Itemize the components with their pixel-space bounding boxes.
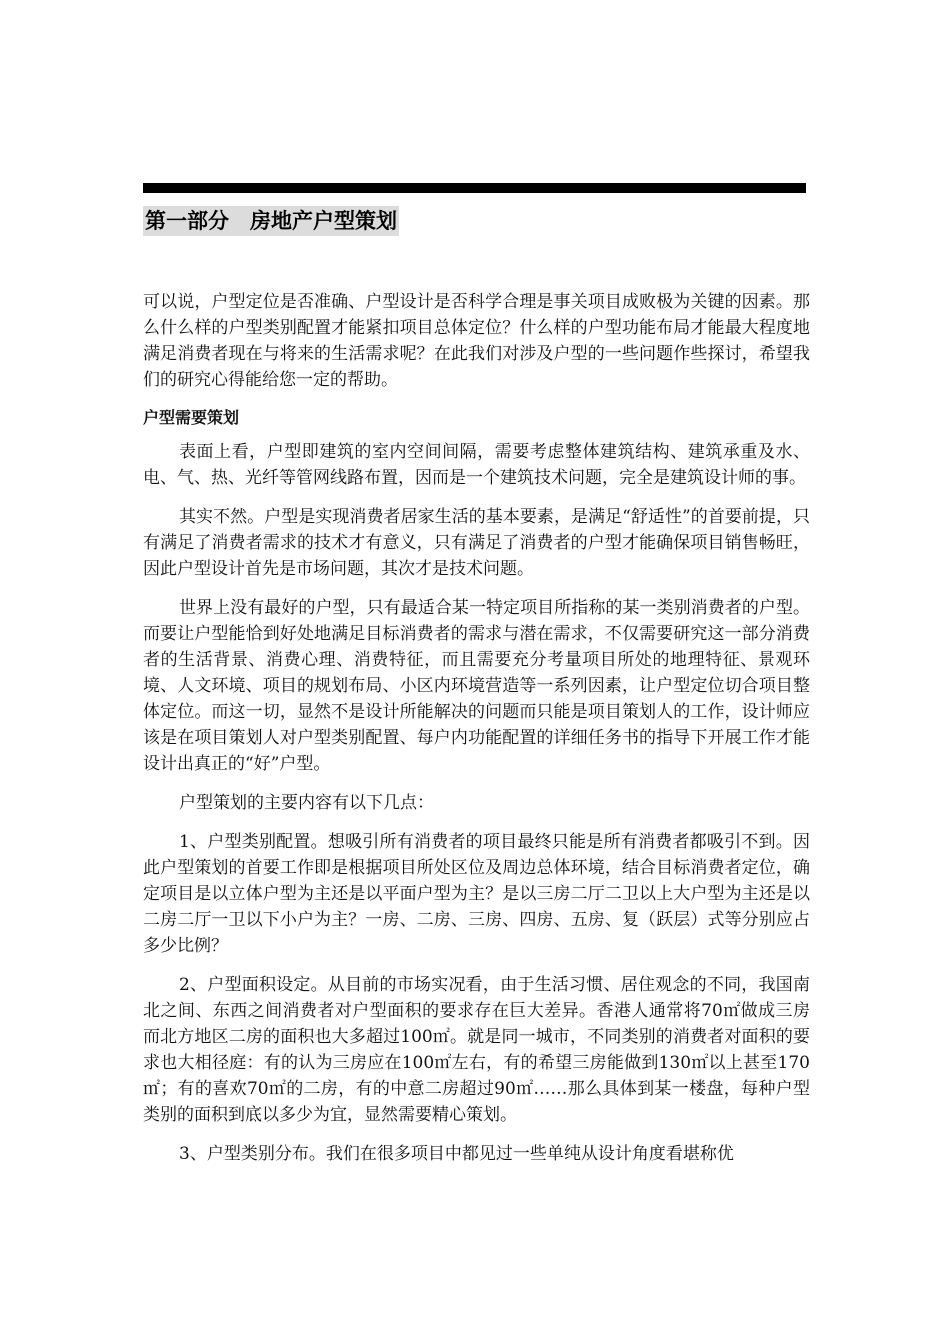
paragraph: 表面上看，户型即建筑的室内空间间隔，需要考虑整体建筑结构、建筑承重及水、电、气、热、光纤等管网线路布置，因而是一个建筑技术问题，完全是建筑设计师的事。 (143, 442, 810, 488)
intro-paragraph: 可以说，户型定位是否准确、户型设计是否科学合理是事关项目成败极为关键的因素。那么什么样的户型类别配置才能紧扣项目总体定位？什么样的户型功能布局才能最大程度地满足消费者现在与将来的生活需求呢？在此我们对涉及户型的一些问题作些探讨，希望我们的研究心得能给您一定的帮助。 (143, 292, 810, 390)
paragraph: 世界上没有最好的户型，只有最适合某一特定项目所指称的某一类别消费者的户型。而要让户型能恰到好处地满足目标消费者的需求与潜在需求，不仅需要研究这一部分消费者的生活背景、消费心理、消费特征，而且需要充分考量项目所处的地理特征、景观环境、人文环境、项目的规划布局、小区内环境营造等一系列因素，让户型定位切合项目整体定位。而这一切，显然不是设计所能解决的问题而只能是项目策划人的工作，设计师应该是在项目策划人对户型类别配置、每户内功能配置的详细任务书的指导下开展工作才能设计出真正的“好”户型。 (143, 598, 810, 774)
part-heading: 第一部分 房地产户型策划 (143, 206, 399, 236)
paragraph: 1、户型类别配置。想吸引所有消费者的项目最终只能是所有消费者都吸引不到。因此户型策划的首要工作即是根据项目所处区位及周边总体环境，结合目标消费者定位，确定项目是以立体户型为主还是以平面户型为主？是以三房二厅二卫以上大户型为主还是以二房二厅一卫以下小户为主？一房、二房、三房、四房、五房、复（跃层）式等分别应占多少比例？ (143, 832, 810, 956)
paragraph: 其实不然。户型是实现消费者居家生活的基本要素，是满足“舒适性”的首要前提，只有满足了消费者需求的技术才有意义，只有满足了消费者的户型才能确保项目销售畅旺，因此户型设计首先是市场问题，其次才是技术问题。 (143, 507, 810, 579)
paragraph: 户型策划的主要内容有以下几点： (179, 793, 434, 813)
body-text (143, 289, 810, 1167)
heading-rule (143, 183, 806, 193)
section-title: 户型需要策划 (143, 408, 240, 427)
paragraph: 3、户型类别分布。我们在很多项目中都见过一些单纯从设计角度看堪称优 (179, 1144, 734, 1164)
paragraph: 2、户型面积设定。从目前的市场实况看，由于生活习惯、居住观念的不同，我国南北之间、东西之间消费者对户型面积的要求存在巨大差异。香港人通常将70㎡做成三房而北方地区二房的面积也大多超过100㎡。就是同一城市，不同类别的消费者对面积的要求也大相径庭：有的认为三房应在100㎡左右，有的希望三房能做到130㎡以上甚至170㎡；有的喜欢70㎡的二房，有的中意二房超过90㎡……那么具体到某一楼盘，每种户型类别的面积到底以多少为宜，显然需要精心策划。 (143, 975, 810, 1125)
